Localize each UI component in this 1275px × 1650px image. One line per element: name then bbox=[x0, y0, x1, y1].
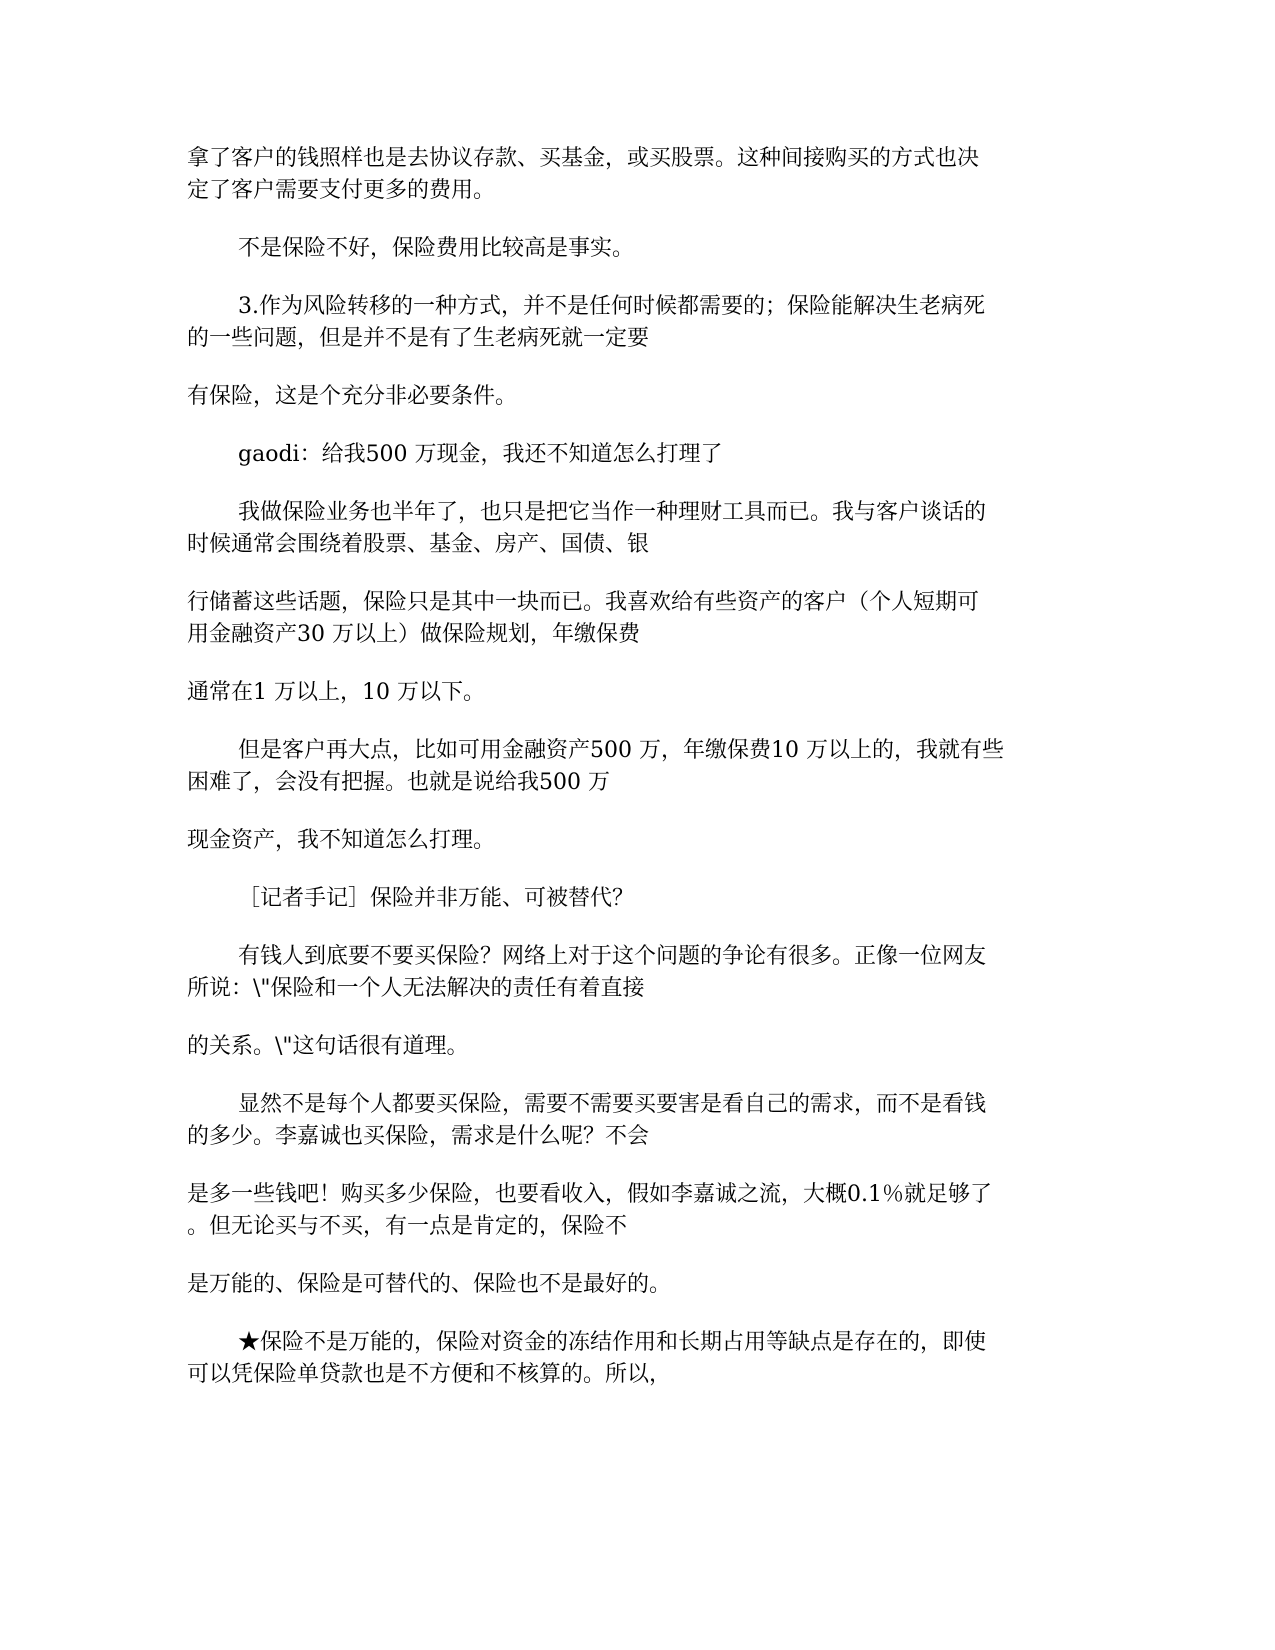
text-line: 的一些问题，但是并不是有了生老病死就一定要 bbox=[187, 326, 650, 351]
text-line: 是多一些钱吧！购买多少保险，也要看收入，假如李嘉诚之流，大概0.1％就足够了 bbox=[187, 1182, 992, 1207]
text-line: 有钱人到底要不要买保险？网络上对于这个问题的争论有很多。正像一位网友 bbox=[238, 944, 987, 969]
text-line: 行储蓄这些话题，保险只是其中一块而已。我喜欢给有些资产的客户（个人短期可 bbox=[187, 590, 980, 615]
text-line: 我做保险业务也半年了，也只是把它当作一种理财工具而已。我与客户谈话的 bbox=[238, 500, 987, 525]
text-line: 用金融资产30 万以上）做保险规划，年缴保费 bbox=[187, 622, 640, 647]
text-line: 可以凭保险单贷款也是不方便和不核算的。所以， bbox=[187, 1362, 672, 1387]
text-line: 通常在1 万以上，10 万以下。 bbox=[187, 680, 485, 705]
text-line: 有保险，这是个充分非必要条件。 bbox=[187, 384, 518, 409]
text-line: 的关系。\"这句话很有道理。 bbox=[187, 1034, 469, 1059]
text-line: 不是保险不好，保险费用比较高是事实。 bbox=[238, 236, 635, 261]
text-line: ★保险不是万能的，保险对资金的冻结作用和长期占用等缺点是存在的，即使 bbox=[238, 1330, 987, 1355]
text-line: 是万能的、保险是可替代的、保险也不是最好的。 bbox=[187, 1272, 672, 1297]
text-line: 但是客户再大点，比如可用金融资产500 万，年缴保费10 万以上的，我就有些 bbox=[238, 738, 1004, 763]
text-line: 3.作为风险转移的一种方式，并不是任何时候都需要的；保险能解决生老病死 bbox=[238, 294, 985, 319]
text-line: 定了客户需要支付更多的费用。 bbox=[187, 178, 496, 203]
text-line: gaodi：给我500 万现金，我还不知道怎么打理了 bbox=[238, 442, 723, 467]
text-line: 的多少。李嘉诚也买保险，需求是什么呢？不会 bbox=[187, 1124, 650, 1149]
text-line: 困难了，会没有把握。也就是说给我500 万 bbox=[187, 770, 610, 795]
text-line: 。但无论买与不买，有一点是肯定的，保险不 bbox=[187, 1214, 628, 1239]
section-heading: ［记者手记］保险并非万能、可被替代？ bbox=[238, 886, 635, 911]
text-line: 所说：\"保险和一个人无法解决的责任有着直接 bbox=[187, 976, 645, 1001]
text-line: 时候通常会围绕着股票、基金、房产、国债、银 bbox=[187, 532, 650, 557]
text-line: 显然不是每个人都要买保险，需要不需要买要害是看自己的需求，而不是看钱 bbox=[238, 1092, 987, 1117]
text-line: 拿了客户的钱照样也是去协议存款、买基金，或买股票。这种间接购买的方式也决 bbox=[187, 146, 980, 171]
text-line: 现金资产，我不知道怎么打理。 bbox=[187, 828, 496, 853]
